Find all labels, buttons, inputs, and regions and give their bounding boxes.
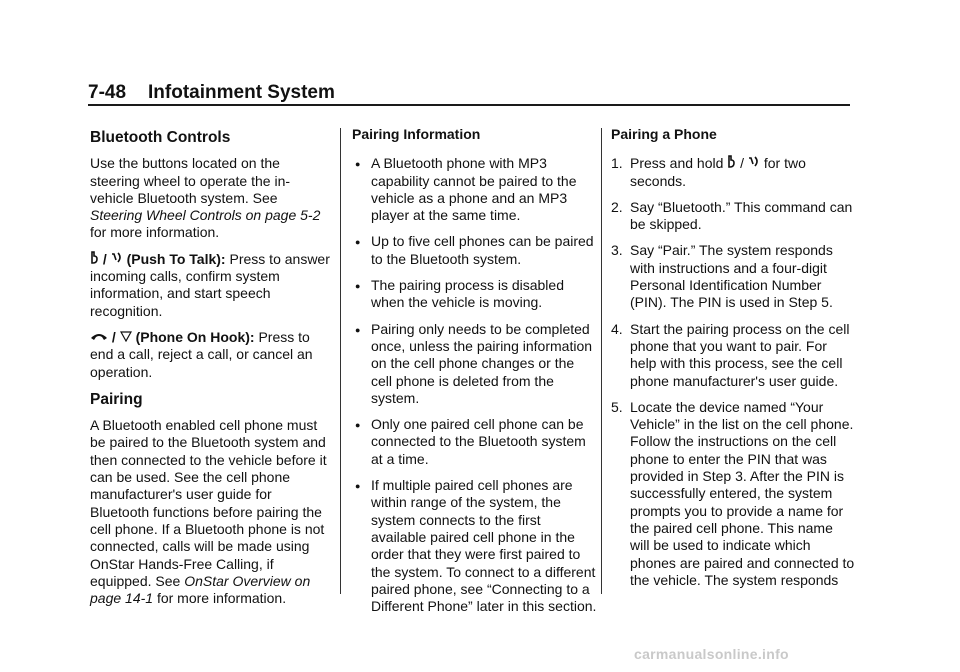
push-to-talk-text: Press to answer incoming calls, confirm system information, and start speech recognition.: [90, 250, 330, 319]
column-1: [90, 126, 330, 616]
watermark: carmanualsonline.info: [634, 646, 789, 662]
step-item: 1. Press and hold / for two seconds.: [611, 155, 806, 189]
list-item: ● Only one paired cell phone can be connected to the Bluetooth system at a time.: [355, 416, 586, 467]
list-item: ● Pairing only needs to be completed once, unless the pairing information on the cell phone changes or the cell phone is deleted from the system.: [355, 320, 593, 406]
column-divider-left: [340, 128, 341, 594]
bullet-icon: ●: [355, 281, 361, 292]
steering-wheel-controls-link[interactable]: Steering Wheel Controls on page 5-2: [90, 207, 321, 224]
end-call-triangle-icon: [120, 329, 132, 346]
heading-pairing-information: Pairing Information: [352, 126, 481, 142]
phone-on-hook-label: (Phone On Hook):: [135, 328, 255, 345]
bullet-icon: ●: [355, 481, 361, 492]
list-item: ● A Bluetooth phone with MP3 capability cannot be paired to the vehicle as a phone and an MP3 player at the same time.: [355, 155, 577, 224]
pairing-paragraph: [90, 417, 330, 607]
step-item: 5. Locate the device named “Your Vehicle” in the list on the cell phone. Follow the instructions on the cell phone to enter the PIN that was provided in Step 3. After the PIN is successfully entered, the system prompts you to provide a name for the paired cell phone. This name will be used to indicate which phones are paired and connected to the vehicle. The system responds: [611, 398, 855, 588]
voice-recognition-icon: [111, 251, 123, 268]
step-item: 3. Say “Pair.” The system responds with instructions and a four-digit Personal Identification Number (PIN). The PIN is used in Step 5.: [611, 242, 833, 311]
push-to-talk-label: (Push To Talk):: [126, 250, 226, 267]
page-header: [88, 82, 850, 104]
page-number: 7-48: [88, 82, 127, 103]
bullet-icon: ●: [355, 159, 361, 170]
pairing-tail: for more information.: [153, 590, 287, 607]
header-rule: [88, 104, 850, 106]
heading-pairing: Pairing: [90, 390, 143, 408]
onstar-overview-link[interactable]: OnStar Overview on page 14-1: [90, 572, 311, 607]
step-number: 2.: [611, 198, 623, 215]
voice-recognition-icon: [748, 155, 760, 172]
step-number: 5.: [611, 398, 623, 415]
step-number: 1.: [611, 155, 623, 172]
push-to-talk-icon: [727, 155, 736, 172]
bullet-icon: ●: [355, 237, 361, 248]
pairing-information-list: [352, 155, 597, 615]
push-to-talk-paragraph: [90, 251, 330, 320]
list-item: ● The pairing process is disabled when the vehicle is moving.: [355, 277, 564, 311]
column-3: [611, 126, 856, 598]
heading-bluetooth-controls: Bluetooth Controls: [90, 129, 231, 146]
pairing-steps-list: [611, 155, 856, 589]
phone-on-hook-text: Press to end a call, reject a call, or cancel an operation.: [90, 328, 313, 380]
heading-pairing-a-phone: Pairing a Phone: [611, 126, 717, 142]
phone-on-hook-paragraph: [90, 329, 330, 381]
push-to-talk-icon: [90, 251, 99, 268]
list-item: ● Up to five cell phones can be paired to the Bluetooth system.: [355, 233, 594, 267]
step-item: 4. Start the pairing process on the cell phone that you want to pair. For help with this process, see the cell phone manufacturer's user guide.: [611, 320, 850, 389]
intro-paragraph: [90, 155, 330, 241]
step-number: 3.: [611, 242, 623, 259]
list-item: ● If multiple paired cell phones are within range of the system, the system connects to the first available paired cell phone in the order that they were first paired to the system. To connect to a different paired phone, see “Connecting to a Different Phone” later in this section.: [355, 477, 597, 615]
ptt-separator: /: [99, 250, 111, 267]
step-item: 2. Say “Bluetooth.” This command can be skipped.: [611, 198, 853, 233]
intro-text: Use the buttons located on the steering wheel to operate the in-vehicle Bluetooth system. See: [90, 155, 291, 206]
pairing-text: A Bluetooth enabled cell phone must be paired to the Bluetooth system and then connected to the vehicle before it can be used. See the cell phone manufacturer's user guide for Bluetooth functions before pairing the cell phone. If a Bluetooth phone is not connected, calls will be made using OnStar Hands-Free Calling, if equipped. See: [90, 417, 327, 589]
section-title: Infotainment System: [148, 82, 335, 103]
bullet-icon: ●: [355, 324, 361, 335]
column-divider-right: [601, 128, 602, 594]
intro-tail: for more information.: [90, 224, 220, 241]
bullet-icon: ●: [355, 420, 361, 431]
column-2: [352, 126, 597, 624]
phone-on-hook-icon: [90, 329, 108, 346]
step-number: 4.: [611, 320, 623, 337]
hook-separator: /: [108, 328, 120, 345]
